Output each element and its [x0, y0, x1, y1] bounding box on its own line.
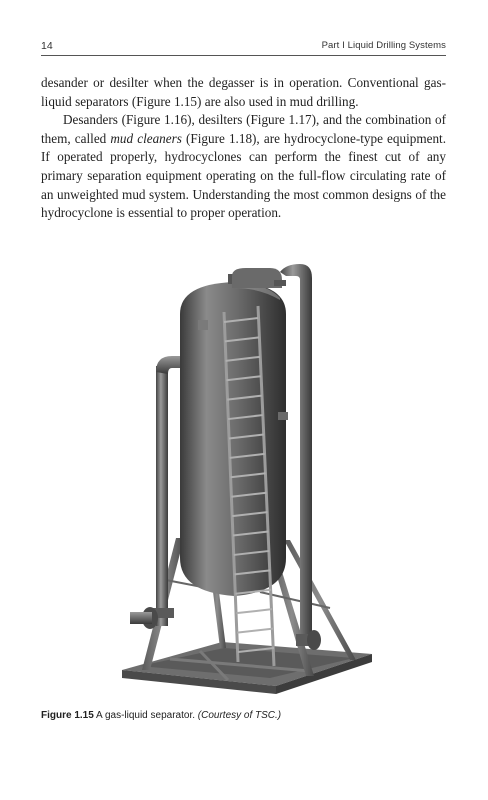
paragraph-1: desander or desilter when the degasser is in operation. Conventional gas-liquid separators (Figure 1.15) are also used in mud drilling. — [41, 75, 446, 109]
body-text — [41, 74, 446, 223]
ladder-rung — [237, 629, 273, 633]
base-skid — [122, 642, 372, 694]
header-rule — [41, 55, 446, 56]
paragraph-2 — [41, 111, 446, 223]
figure-caption — [41, 710, 446, 721]
running-title: Part I Liquid Drilling Systems — [321, 40, 446, 51]
figure-caption-text: A gas-liquid separator. — [96, 710, 195, 721]
paragraph-2-emphasis: mud cleaners — [110, 130, 182, 146]
figure-credit: (Courtesy of TSC.) — [197, 710, 282, 721]
figure-label: Figure 1.15 — [41, 710, 94, 721]
left-riser-pipe — [130, 356, 186, 629]
page-number: 14 — [41, 40, 53, 52]
paragraph-2-text-b: (Figure 1.18), are hydrocyclone-type equipment. If operated properly, hydrocyclones can perform the finest cut of any primary separation equipment operating on the full-flow circulating rate of an unweighted mud system. Understanding the most common designs of the hydrocyclone is essential to proper operation. — [41, 130, 447, 221]
figure-gas-liquid-separator — [110, 262, 380, 700]
separator-illustration — [110, 262, 380, 700]
ladder-rung — [236, 609, 272, 613]
running-head — [41, 40, 446, 54]
paragraph-2-text-a: Desanders (Figure 1.16), desilters (Figure 1.17), and the combination of them, called — [41, 112, 446, 146]
